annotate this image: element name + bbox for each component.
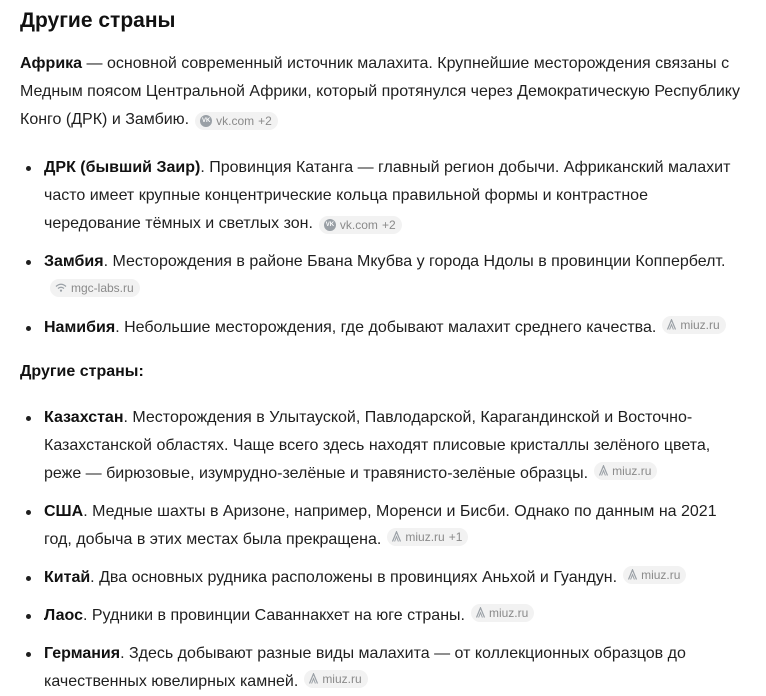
source-chip[interactable] bbox=[623, 566, 686, 584]
mountain-icon bbox=[628, 569, 637, 580]
source-extra: +2 bbox=[381, 218, 396, 232]
mountain-icon bbox=[309, 673, 318, 684]
source-chip[interactable] bbox=[195, 112, 278, 130]
list-item bbox=[20, 404, 740, 488]
item-bold: Германия bbox=[44, 645, 121, 662]
item-text: . Провинция Катанга — главный регион добычи. Африканский малахит часто имеет крупные концентрические кольца правильной формы и контрастное чередование тёмных и светлых зон. bbox=[44, 159, 731, 232]
vk-icon: VK bbox=[200, 115, 212, 127]
source-chip[interactable] bbox=[471, 604, 534, 622]
item-text: . Медные шахты в Аризоне, например, Моренси и Бисби. Однако по данным на 2021 год, добыча в этих местах была прекращена. bbox=[44, 503, 717, 548]
item-text: . Месторождения в районе Бвана Мкубва у города Ндолы в провинции Коппербелт. bbox=[103, 253, 726, 270]
vk-icon: VK bbox=[324, 219, 336, 231]
source-label: miuz.ru bbox=[641, 567, 681, 582]
item-bold: Китай bbox=[44, 569, 91, 586]
source-label: miuz.ru bbox=[612, 463, 652, 478]
list-item bbox=[20, 154, 740, 238]
list-item bbox=[20, 248, 740, 304]
list-item bbox=[20, 564, 740, 592]
item-text: . Рудники в провинции Саваннакхет на юге страны. bbox=[82, 607, 465, 624]
item-bold: Лаос bbox=[44, 607, 83, 624]
source-label: miuz.ru bbox=[488, 605, 529, 620]
item-bold: США bbox=[44, 503, 84, 520]
africa-list bbox=[20, 154, 740, 342]
other-countries-list bbox=[20, 404, 740, 696]
list-item bbox=[20, 602, 740, 630]
item-bold: Казахстан bbox=[44, 409, 124, 426]
source-label: mgc-labs.ru bbox=[71, 280, 134, 295]
intro-text: — основной современный источник малахита. Крупнейшие месторождения связаны с Медным поясом Центральной Африки, который протянулся через Демократическую Республику Конго (ДРК) и Замбию. bbox=[20, 55, 740, 128]
list-item bbox=[20, 498, 740, 554]
subheading: Другие страны: bbox=[20, 363, 144, 380]
item-text: . Здесь добывают разные виды малахита — от коллекционных образцов до качественных ювелирных камней. bbox=[44, 645, 686, 690]
item-bold: Намибия bbox=[44, 319, 116, 336]
page-title: Другие страны bbox=[20, 9, 176, 32]
item-bold: ДРК (бывший Заир) bbox=[44, 159, 201, 176]
source-chip[interactable] bbox=[50, 279, 140, 297]
item-bold: Замбия bbox=[44, 253, 104, 270]
source-label: miuz.ru bbox=[405, 529, 445, 544]
item-text: . Месторождения в Улытауской, Павлодарской, Карагандинской и Восточно-Казахстанской областях. Чаще всего здесь находят плисовые кристаллы зелёного цвета, реже — бирюзовые, изумрудно-зелёные и травянисто-зелёные образцы. bbox=[44, 409, 711, 482]
mountain-icon bbox=[599, 465, 608, 476]
source-chip[interactable] bbox=[319, 216, 402, 234]
source-chip[interactable] bbox=[594, 462, 657, 480]
source-extra: +1 bbox=[448, 529, 463, 544]
item-text: . Небольшие месторождения, где добывают малахит среднего качества. bbox=[115, 319, 657, 336]
intro-paragraph bbox=[20, 50, 740, 134]
intro-bold: Африка bbox=[20, 55, 83, 72]
source-extra: +2 bbox=[258, 114, 272, 128]
list-item bbox=[20, 640, 740, 696]
source-chip[interactable] bbox=[387, 528, 468, 546]
source-label: miuz.ru bbox=[322, 671, 362, 686]
source-chip[interactable] bbox=[662, 316, 725, 334]
source-label: miuz.ru bbox=[680, 317, 720, 332]
wifi-icon bbox=[55, 283, 67, 292]
mountain-icon bbox=[392, 531, 401, 542]
mountain-icon bbox=[667, 319, 676, 330]
item-text: . Два основных рудника расположены в провинциях Аньхой и Гуандун. bbox=[90, 569, 618, 586]
source-label: vk.com bbox=[339, 218, 378, 232]
mountain-icon bbox=[476, 607, 485, 618]
list-item bbox=[20, 314, 740, 342]
source-label: vk.com bbox=[216, 114, 255, 128]
